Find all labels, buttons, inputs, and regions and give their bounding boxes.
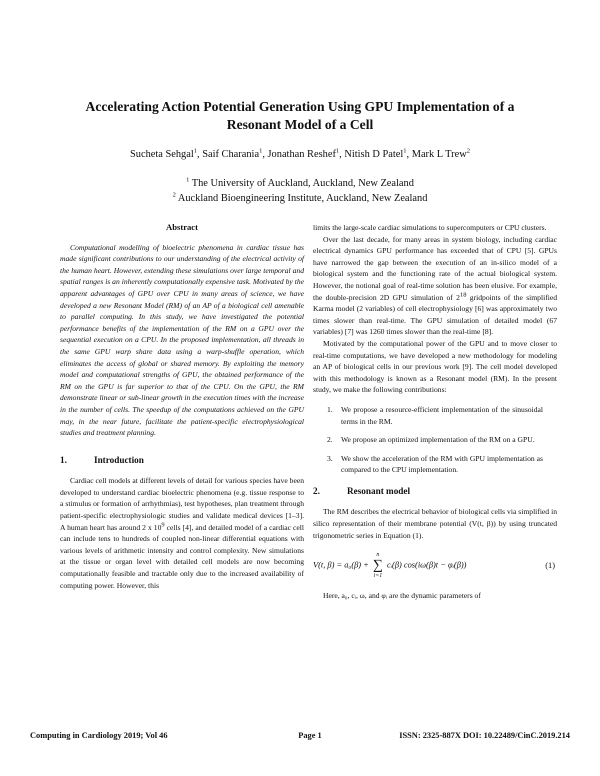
author-list: Sucheta Sehgal$^1$, Saif Charania$^1$, Jonathan Reshef$^1$, Nitish D Patel$^1$, Mark L Trew$^2$ (129, 147, 470, 160)
author-affiliation-mark: 1 (193, 147, 198, 155)
exponent: 18 (459, 291, 467, 299)
section-heading-introduction (60, 455, 304, 467)
footer-journal: Computing in Cardiology 2019; Vol 46 (30, 731, 168, 740)
sum-symbol: ∑ (372, 558, 383, 574)
page-footer (30, 731, 570, 740)
affiliation-line (40, 178, 560, 189)
list-item (327, 453, 557, 476)
paper-title: Accelerating Action Potential Generation Using GPU Implementation of a Resonant Model of a Cell (85, 99, 515, 132)
sum-lower-limit: i=1 (373, 573, 383, 580)
affiliation-number: 1 (186, 176, 190, 184)
body-paragraph: Here, a₀, cᵢ, ω, and φᵢ are the dynamic parameters of (323, 591, 481, 601)
list-text: We propose an optimized implementation of the RM on a GPU. (341, 435, 535, 445)
left-column (60, 222, 304, 591)
body-paragraph (313, 234, 557, 338)
body-paragraph: limits the large-scale cardiac simulations to supercomputers or CPU clusters. (313, 223, 547, 232)
body-text: gridpoints of the simplified Karma model (2 variables) of cell electrophysiology [6] was approximately two times slower than real-time. The GPU simulation of detailed model (67 variables) [7] was 1260 times slower than the real-time [8]. (313, 292, 557, 337)
equation-1 (313, 551, 557, 580)
section-title: Resonant model (347, 485, 411, 496)
section-title: Introduction (94, 454, 144, 465)
body-paragraph: Motivated by the computational power of the GPU and to move closer to real-time computations, we have developed a new methodology for modeling an AP of biological cells in our previous work [9]. The cell model developed with this methodology is known as a Resonant model (RM). In the present study, we make the following contributions: (313, 338, 557, 395)
abstract-text: Computational modelling of bioelectric phenomena in cardiac tissue has made significant contributions to our understanding of the electrical activity of the human heart. However, extending these simulations over large temporal and spatial ranges is an inherently computationally expensive task. Motivated by the apparent advantages of GPU over CPU in many areas of science, we have developed a new Resonant Model (RM) of an AP of a biological cell amenable to parallel computing. In this study, we have investigated the potential performance benefits of the implementation of the RM on a GPU over the sequential execution on a CPU. In the proposed implementation, all threads in the same GPU warp share data using a warp-shuffle operation, which eliminates the access of global or shared memory. By exploiting the memory model and computational strengths of GPU, the obtained performance of the RM on the GPU is far superior to that of the CPU. On the GPU, the RM demonstrate linear or sub-linear growth in the execution times with the increase in the number of cells. The speedup of the computations achieved on the GPU may, in the near future, facilitate the patient-specific electrophysiological studies and treatment planning. (60, 242, 304, 438)
author-affiliation-mark: 1 (259, 147, 263, 155)
footer-page-number: Page 1 (298, 731, 322, 740)
section-number: 1. (60, 454, 67, 465)
introduction-text: Cardiac cell models at different levels of detail for various species have been developed to understand cardiac bioelectric phenomena (e.g. tissue response to a stimulus or formation of arrhythmias), test hypotheses, plan treatment through patient-specific electrophysiologic studies and validate medical devices [1–3]. A human heart has around 2 x 10 (60, 476, 304, 532)
author-affiliation-mark: 1 (403, 147, 407, 155)
author-affiliation-mark: 2 (466, 147, 470, 155)
section-heading-resonant-model (313, 486, 557, 498)
abstract-heading: Abstract (166, 222, 198, 232)
author-name: Nitish D Patel (344, 149, 404, 160)
author-name: Jonathan Reshef (267, 149, 336, 160)
affiliation-number: 2 (172, 191, 176, 199)
author-name: Sucheta Sehgal (129, 149, 194, 160)
contributions-list (327, 404, 557, 476)
list-number: 3. (327, 453, 333, 463)
equation-number: (1) (545, 560, 555, 570)
affiliation-text: The University of Auckland, Auckland, New Zealand (191, 178, 414, 189)
introduction-paragraph (60, 475, 304, 591)
author-name: Saif Charania (202, 149, 260, 160)
author-affiliation-mark: 1 (335, 147, 340, 155)
list-text: We show the acceleration of the RM with GPU implementation as compared to the CPU implementation. (341, 453, 543, 475)
affiliation-line (40, 193, 560, 204)
list-item (327, 434, 557, 446)
list-number: 1. (327, 404, 333, 414)
sum-upper-limit: n (376, 552, 380, 559)
affiliation-text: Auckland Bioengineering Institute, Auckland, New Zealand (177, 193, 428, 204)
body-paragraph: The RM describes the electrical behavior of biological cells via simplified in silico representation of their membrane potential (V(t, β)) by using truncated trigonometric series in Equation (1). (313, 507, 557, 540)
exponent: 9 (161, 521, 165, 529)
body-text: Over the last decade, for many areas in system biology, including cardiac electrical dynamics GPU performance has exceeded that of CPU [5]. GPUs have narrowed the gap between the execution of an in-silico model of a biological system and the functioning rate of the actual biological system. However, the notional goal of real-time solution has been elusive. For example, the double-precision 2D GPU simulation of 2 (313, 234, 557, 302)
list-number: 2. (327, 435, 333, 445)
section-number: 2. (313, 485, 320, 496)
footer-issn-doi: ISSN: 2325-887X DOI: 10.22489/CinC.2019.214 (399, 731, 570, 740)
summation (373, 551, 383, 580)
right-column (313, 222, 557, 602)
list-text: We propose a resource-efficient implementation of the sinusoidal terms in the RM. (341, 404, 543, 426)
equation-lhs: V(t, β) = a₀(β) + (313, 560, 369, 570)
equation-body (313, 551, 466, 580)
author-name: Mark L Trew (411, 149, 467, 160)
equation-rhs: cᵢ(β) cos(iω(β)t − φᵢ(β)) (386, 560, 467, 570)
introduction-text: cells [4], and detailed model of a cardiac cell can include tens to hundreds of coupled non-linear differential equations with various levels of arithmetic intensity and control complexity. New simulations at the tissue or organ level with detailed cell models are now becoming computationally feasible and tractable only due to the increased availability of computing power. However, this (60, 522, 304, 590)
list-item (327, 404, 557, 427)
